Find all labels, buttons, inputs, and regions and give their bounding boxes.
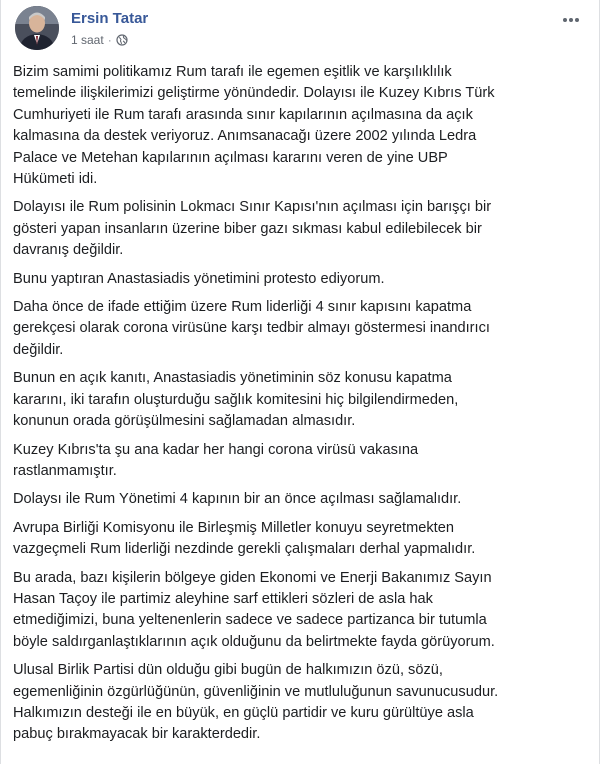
post-timestamp[interactable]: 1 saat (71, 33, 104, 47)
post-paragraph: Bu arada, bazı kişilerin bölgeye giden Ekonomi ve Enerji Bakanımız Sayın Hasan Taçoy ile partimiz aleyhine sarf ettikleri sözleri de asla hak etmediğimizi, buna yeltenenlerin sadece ve sadece partizanca bir tutumla böyle saldırganlaştıklarının açık olduğunu da belirtmekte fayda görüyorum. (13, 569, 495, 650)
post-paragraph: Dolayısı ile Rum polisinin Lokmacı Sınır Kapısı'nın açılması için barışçı bir gösteri yapan insanların üzerine biber gazı sıkması kabul edilebilecek bir davranış değildir. (13, 199, 492, 259)
post-paragraph: Daha önce de ifade ettiğim üzere Rum liderliği 4 sınır kapısını kapatma gerekçesi olarak corona virüsüne karşı tedbir almayı göstermesi inandırıcı değildir. (13, 299, 490, 358)
post-meta (71, 33, 128, 47)
more-options-icon[interactable] (559, 10, 583, 30)
post-paragraph: Avrupa Birliği Komisyonu ile Birleşmiş Milletler konuyu seyretmekten vazgeçmeli Rum liderliği nezdinde gerekli çalışmaları derhal yapmalıdır. (13, 519, 476, 558)
globe-icon[interactable] (116, 34, 128, 46)
post-paragraph: Dolaysı ile Rum Yönetimi 4 kapının bir an önce açılması sağlamalıdır. (13, 491, 462, 508)
post-paragraph: Bizim samimi politikamız Rum tarafı ile egemen eşitlik ve karşılıklılık temelinde ilişkilerimizi geliştirme yönündedir. Dolayısı ile Kuzey Kıbrıs Türk Cumhuriyeti ile Rum tarafı arasında sınır kapılarının açılmasına da açık kalmasına da destek veriyoruz. Anımsanacağı üzere 2002 yılında Ledra Palace ve Metehan kapılarının açılması kararını veren de yine UBP Hükümeti idi. (13, 64, 495, 188)
meta-separator: · (107, 33, 112, 47)
post-paragraph: Kuzey Kıbrıs'ta şu ana kadar her hangi corona virüsü vakasına rastlanmamıştır. (13, 441, 419, 479)
author-avatar[interactable] (15, 6, 59, 50)
post-paragraph: Ulusal Birlik Partisi dün olduğu gibi bugün de halkımızın özü, sözü, egemenliğinin özgürlüğünün, güvenliğinin ve mutluluğunun savunucusudur. Halkımızın desteği ile en büyük, en güçlü partidir ve kuru gürültüye asla pabuç bırakmayacak bir karakterdedir. (13, 662, 499, 743)
post-header (13, 6, 587, 56)
avatar-image (15, 6, 59, 50)
post-body (13, 62, 585, 753)
post-paragraph: Bunun en açık kanıtı, Anastasiadis yönetiminin söz konusu kapatma kararını, iki tarafın oluşturduğu sağlık komitesini hiç bilgilendirmeden, konunun orada görüşülmesini sağlamadan almasıdır. (13, 370, 459, 430)
author-name-link[interactable]: Ersin Tatar (71, 10, 149, 27)
post-paragraph: Bunu yaptıran Anastasiadis yönetimini protesto ediyorum. (13, 270, 385, 287)
